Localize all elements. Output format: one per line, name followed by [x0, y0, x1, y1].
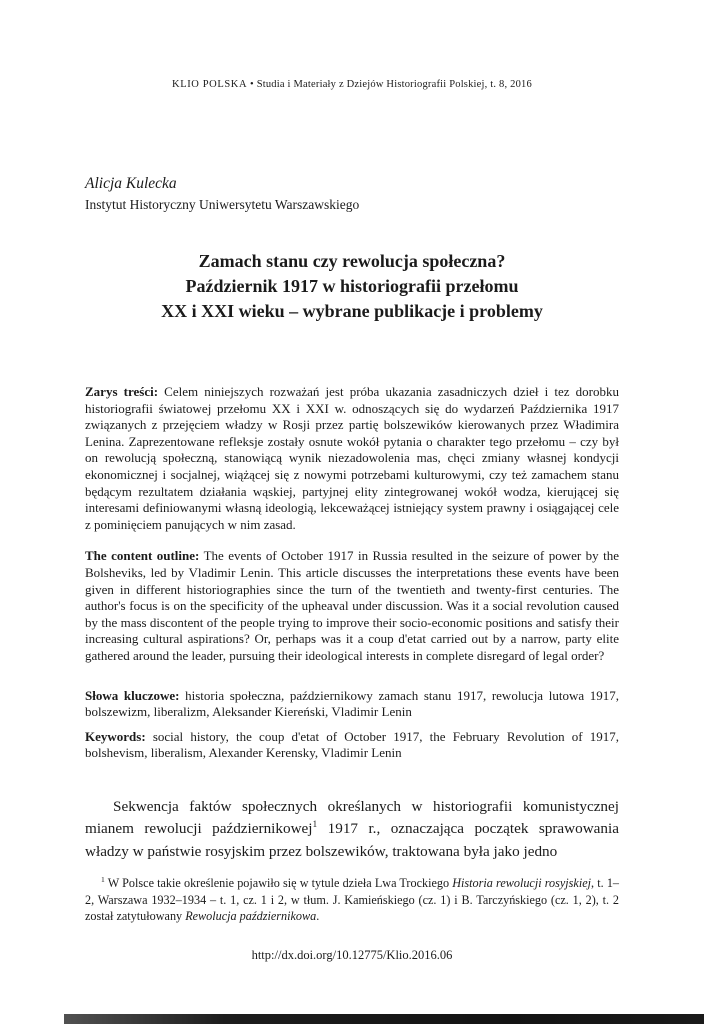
footnote-block — [85, 875, 619, 925]
running-header — [0, 0, 704, 90]
body-paragraph — [85, 796, 619, 864]
footnote-reference: 1 — [312, 820, 318, 831]
author-affiliation: Instytut Historyczny Uniwersytetu Warszawskiego — [85, 197, 360, 212]
abstract-polish — [85, 384, 619, 533]
title-line-3: XX i XXI wieku – wybrane publikacje i problemy — [161, 301, 543, 321]
keywords-polish-text: historia społeczna, październikowy zamach stanu 1917, rewolucja lutowa 1917, bolszewizm, liberalizm, Aleksander Kiereński, Vladimir Lenin — [85, 687, 619, 720]
journal-issue-info: • Studia i Materiały z Dziejów Historiografii Polskiej, t. 8, 2016 — [247, 79, 532, 90]
author-name: Alicja Kulecka — [85, 175, 177, 192]
title-line-2: Październik 1917 w historiografii przełomu — [185, 276, 519, 296]
abstract-english — [85, 548, 619, 664]
abstracts-section — [85, 384, 619, 762]
body-paragraph-text-start: Sekwencja faktów społecznych określanych w historiografii komunistycznej mianem rewolucji październikowej — [85, 797, 619, 838]
title-line-1: Zamach stanu czy rewolucja społeczna? — [198, 251, 506, 271]
keywords-polish — [85, 688, 619, 721]
footnote-segment-2: , t. 1–2, Warszawa 1932–1934 – t. 1, cz. 1 i 2, w tłum. J. Kamieńskiego (cz. 1) i B. Tarczyńskiego (cz. 1, 2), t. 2 został zatytułowany — [85, 876, 620, 924]
byline — [85, 174, 619, 213]
journal-name: KLIO POLSKA — [172, 79, 248, 90]
article-body — [85, 796, 619, 864]
body-paragraph-text-end: 1917 r., oznaczająca początek sprawowania władzy w państwie rosyjskim przez bolszewików, traktowana była jako jedno — [85, 820, 619, 860]
footnote-book-title-1: Historia rewolucji rosyjskiej — [452, 876, 592, 891]
keywords-english-text: social history, the coup d'etat of October 1917, the February Revolution of 1917, bolshevism, liberalism, Alexander Kerensky, Vladimir Lenin — [85, 728, 619, 761]
keywords-english-label: Keywords: — [85, 728, 146, 744]
footnote-text — [85, 875, 619, 925]
footnote-segment-3: . — [316, 909, 320, 924]
doi-link[interactable]: http://dx.doi.org/10.12775/Klio.2016.06 — [251, 948, 453, 962]
abstract-polish-text: Celem niniejszych rozważań jest próba ukazania zasadniczych dzieł i tez dorobku historiografii światowej przełomu XX i XXI w. odnoszących się do wydarzeń Października 1917 związanych z przejęciem władzy w Rosji przez partię bolszewików kierowanych przez Władimira Lenina. Zaprezentowane refleksje zostały osnute wokół pytania o charakter tego przełomu – czy był on rewolucją społeczną, stanowiącą wynik niezadowolenia mas, chęci zmiany własnej kondycji ekonomicznej i socjalnej, wiążącej się z nowymi potrzebami kulturowymi, czy też zamachem stanu będącym rezultatem działania wąskiej, partyjnej elity zintegrowanej wokół wodza, kierującej się interesami definiowanymi własną ideologią, lekceważącej istniejący system prawny i osiągającej cele z pominięciem panujących w nim zasad. — [85, 384, 619, 532]
footnote-segment-1: W Polsce takie określenie pojawiło się w tytule dzieła Lwa Trockiego — [104, 876, 453, 891]
keywords-polish-label: Słowa kluczowe: — [85, 687, 180, 703]
article-title — [70, 249, 634, 324]
footnote-book-title-2: Rewolucja październikowa — [185, 909, 317, 924]
abstract-polish-label: Zarys treści: — [85, 384, 159, 399]
abstract-english-text: The events of October 1917 in Russia resulted in the seizure of power by the Bolsheviks, led by Vladimir Lenin. This article discusses the interpretations these events have been given in different historiographies since the turn of the twentieth and twenty-first centuries. The author's focus is on the specificity of the upheaval under discussion. Was it a social revolution caused by the mass discontent of the people trying to improve their socio-economic positions and satisfy their increasing cultural aspirations? Or, perhaps was it a coup d'etat carried out by a narrow, party elite gathered around the leader, pursuing their ideological interests in complete disregard of legal order? — [85, 548, 619, 663]
abstract-english-label: The content outline: — [85, 548, 200, 564]
scan-artifact-bar — [64, 1014, 704, 1024]
keywords-english — [85, 729, 619, 762]
footnote-marker: 1 — [101, 875, 105, 885]
